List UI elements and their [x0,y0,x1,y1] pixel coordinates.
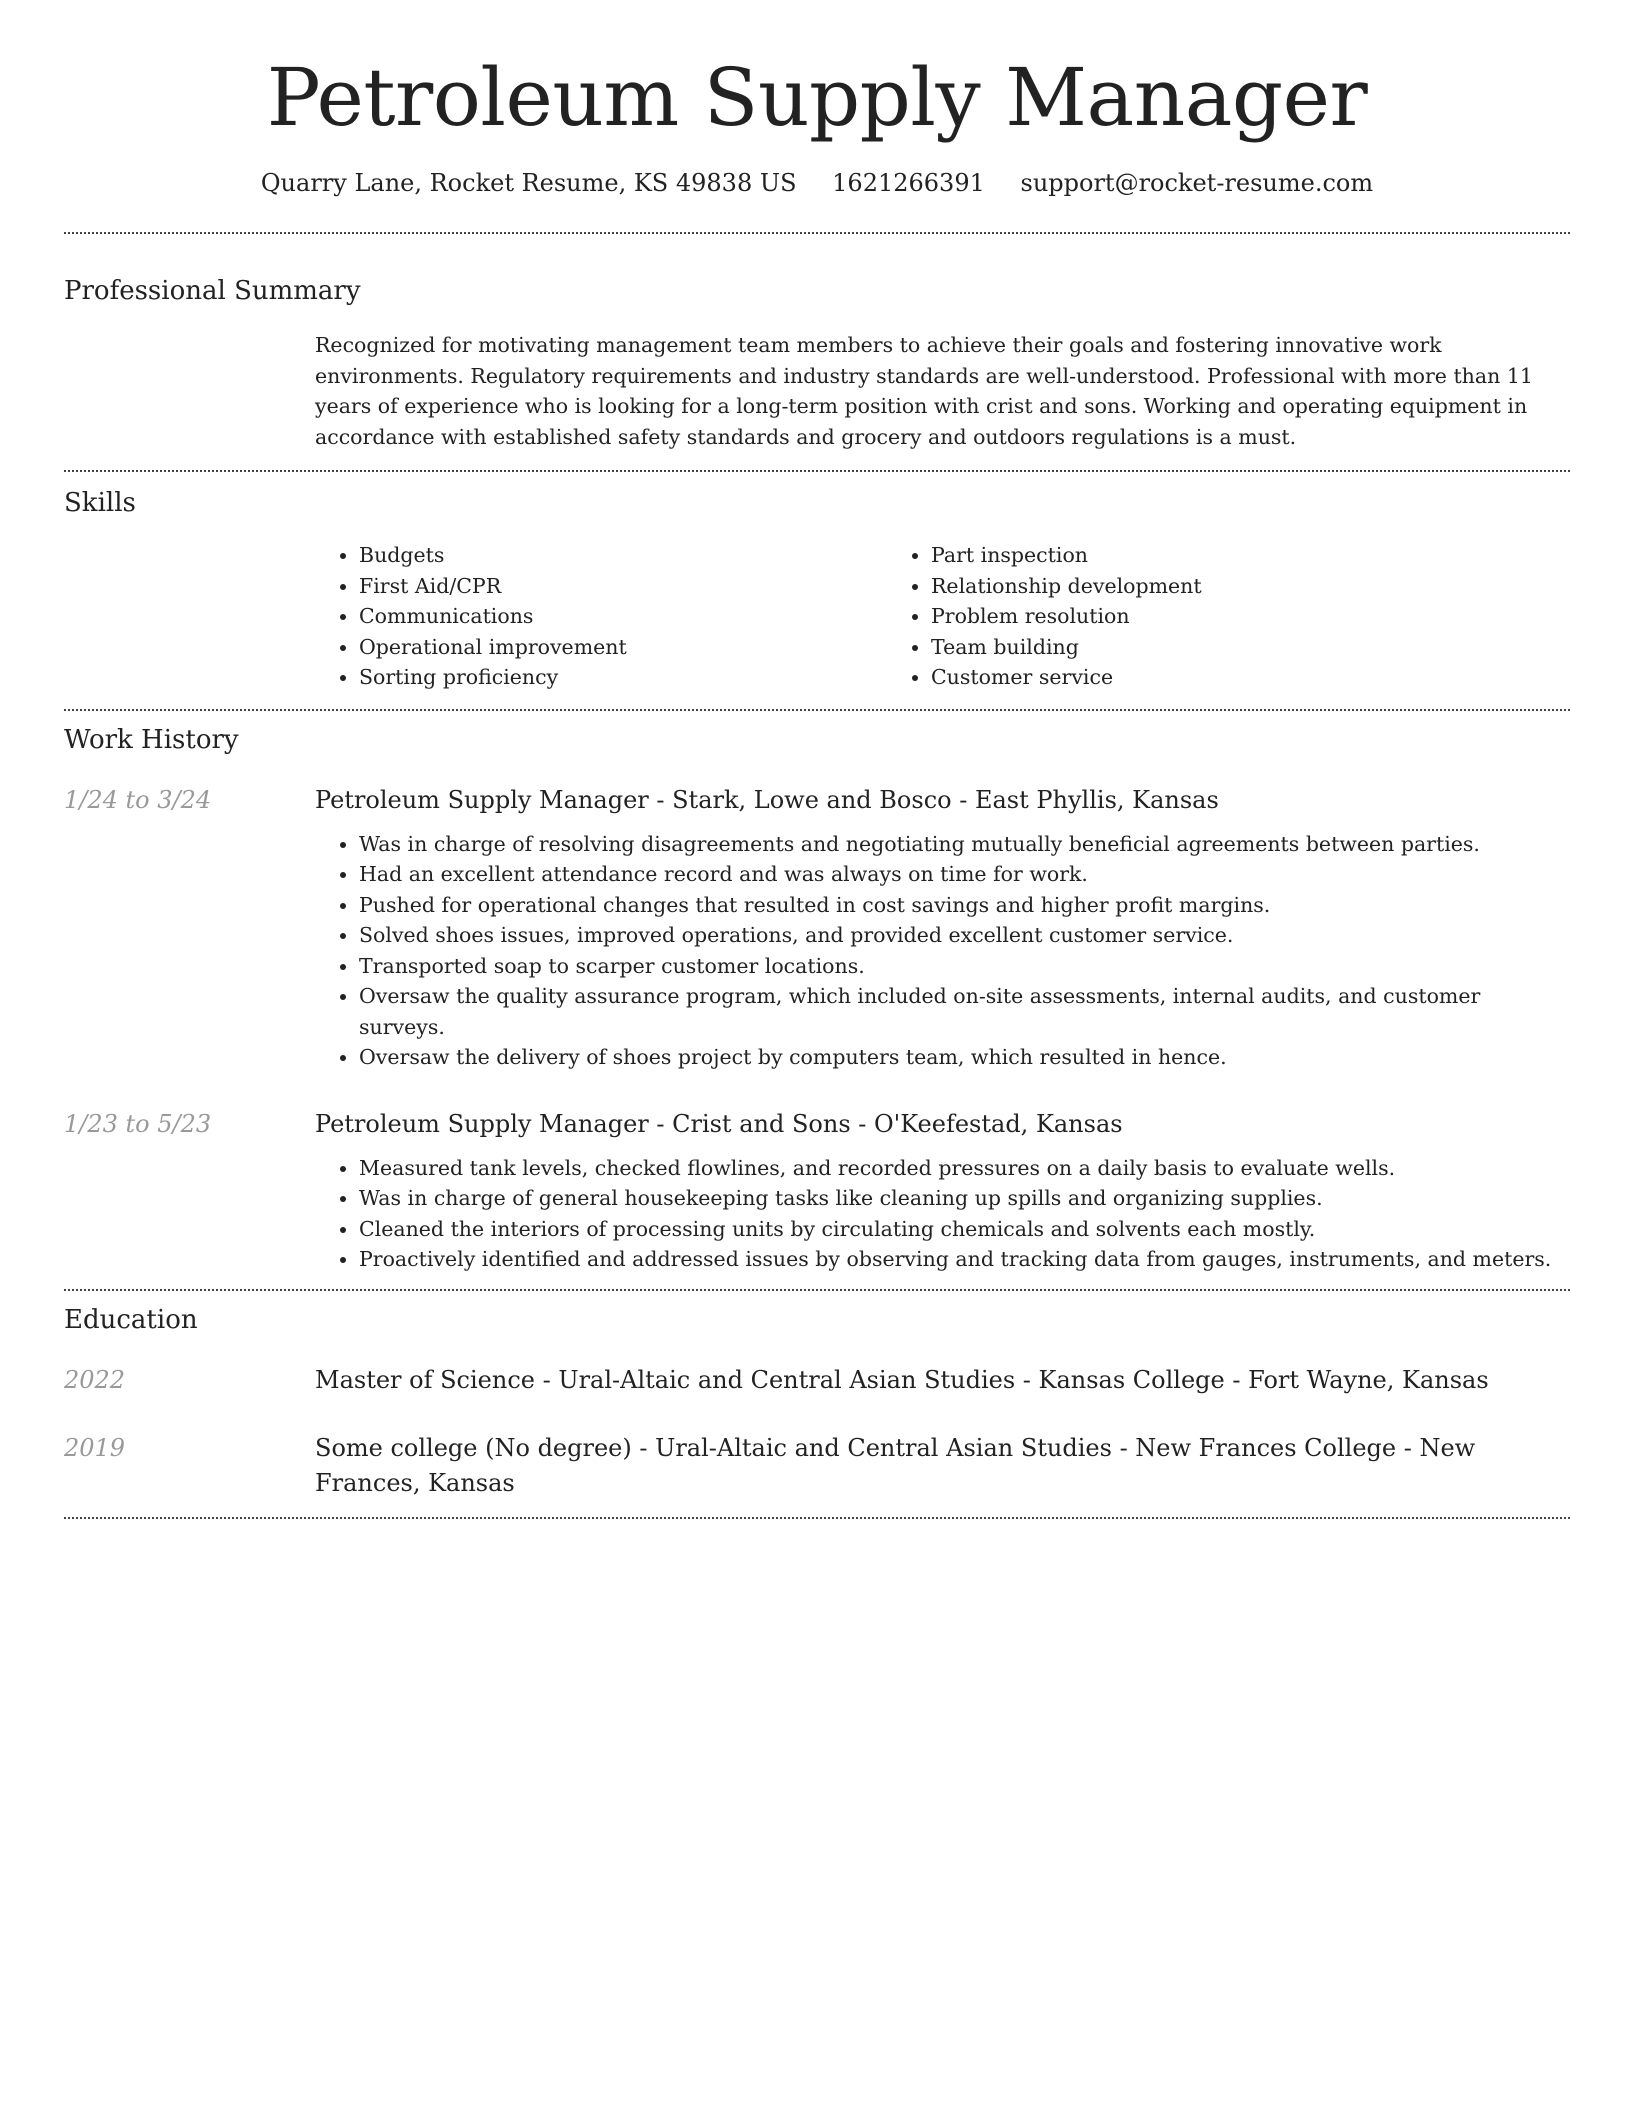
skill-item: • First Aid/CPR [359,571,887,602]
education-body [315,1431,1570,1501]
education-heading: Some college (No degree) - Ural-Altaic and Central Asian Studies - New Frances College - New Frances, Kansas [315,1433,1476,1497]
section-divider [64,470,1570,472]
section-divider [64,709,1570,711]
job-bullet: • Cleaned the interiors of processing units by circulating chemicals and solvents each mostly. [359,1214,1570,1245]
contact-line [64,166,1570,200]
section-title-work-history: Work History [64,724,239,755]
skills-list-right [887,540,1527,693]
resume-name-heading: Petroleum Supply Manager [266,51,1368,144]
section-divider [64,232,1570,234]
job-entry [64,1107,1570,1289]
summary-text: Recognized for motivating management team members to achieve their goals and fostering innovative work environments. Regulatory requirements and industry standards are well-understood. Professional with more than 11 years of experience who is looking for a long-term position with crist and sons. Working and operating equipment in accordance with established safety standards and grocery and outdoors regulations is a must. [315,333,1533,449]
job-bullet: • Oversaw the quality assurance program, which included on-site assessments, internal audits, and customer surveys. [359,981,1570,1042]
skill-item: • Budgets [359,540,887,571]
skills-list-left [315,540,887,693]
professional-summary-section [64,274,1570,470]
job-bullet: • Measured tank levels, checked flowlines, and recorded pressures on a daily basis to evaluate wells. [359,1153,1570,1184]
section-divider [64,1517,1570,1519]
job-bullets [315,1153,1570,1275]
job-bullet: • Was in charge of resolving disagreements and negotiating mutually beneficial agreements between parties. [359,829,1570,860]
skill-item: • Part inspection [931,540,1527,571]
contact-email: support@rocket-resume.com [1020,169,1374,197]
job-bullets [315,829,1570,1073]
job-bullet: • Was in charge of general housekeeping tasks like cleaning up spills and organizing supplies. [359,1183,1570,1214]
education-body [315,1363,1570,1397]
education-heading: Master of Science - Ural-Altaic and Central Asian Studies - Kansas College - Fort Wayne, Kansas [315,1365,1489,1394]
contact-address: Quarry Lane, Rocket Resume, KS 49838 US [260,169,797,197]
skill-item: • Problem resolution [931,601,1527,632]
resume-page [64,0,1570,1519]
job-bullet: • Oversaw the delivery of shoes project by computers team, which resulted in hence. [359,1042,1570,1073]
contact-phone: 1621266391 [832,169,985,197]
section-title-professional-summary: Professional Summary [64,276,361,306]
education-entry [64,1431,1570,1501]
job-bullet: • Transported soap to scarper customer locations. [359,951,1570,982]
education-year: 2022 [64,1365,126,1394]
job-dates: 1/23 to 5/23 [64,1109,212,1138]
skill-item: • Customer service [931,662,1527,693]
job-bullet: • Pushed for operational changes that resulted in cost savings and higher profit margins. [359,890,1570,921]
section-divider [64,1289,1570,1291]
skill-item: • Sorting proficiency [359,662,887,693]
skills-section [64,486,1570,709]
job-entry [64,783,1570,1073]
skills-grid [315,520,1570,709]
skill-item: • Relationship development [931,571,1527,602]
education-section [64,1303,1570,1501]
skill-item: • Communications [359,601,887,632]
education-year: 2019 [64,1433,126,1462]
job-bullet: • Solved shoes issues, improved operations, and provided excellent customer service. [359,920,1570,951]
job-dates: 1/24 to 3/24 [64,785,212,814]
job-heading: Petroleum Supply Manager - Stark, Lowe and Bosco - East Phyllis, Kansas [315,785,1219,814]
job-body [315,783,1570,1073]
job-bullet: • Had an excellent attendance record and was always on time for work. [359,859,1570,890]
work-history-section [64,723,1570,1289]
job-bullet: • Proactively identified and addressed issues by observing and tracking data from gauges, instruments, and meters. [359,1244,1570,1275]
job-heading: Petroleum Supply Manager - Crist and Sons - O'Keefestad, Kansas [315,1109,1123,1138]
section-title-skills: Skills [64,488,136,518]
skill-item: • Operational improvement [359,632,887,663]
section-title-education: Education [64,1304,198,1335]
skill-item: • Team building [931,632,1527,663]
job-body [315,1107,1570,1289]
education-entry [64,1363,1570,1397]
